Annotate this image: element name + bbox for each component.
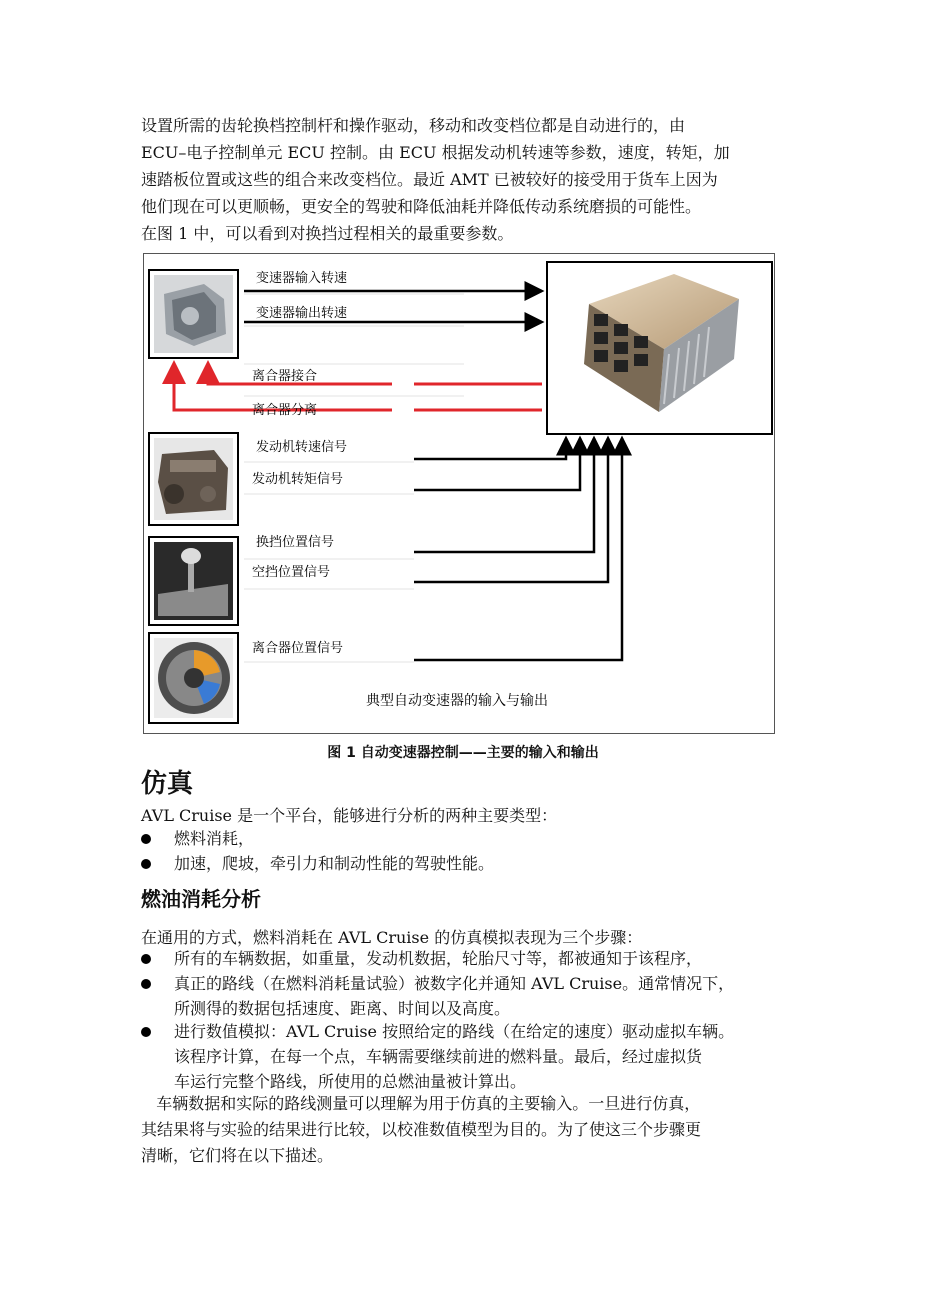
list-item [141,826,801,851]
section-heading-simulation: 仿真 [141,769,194,799]
label-engine-torque: 发动机转矩信号 [252,472,344,487]
list-item [141,971,801,1021]
label-clutch-engage: 离合器接合 [252,369,318,384]
list-item-text: 真正的路线（在燃料消耗量试验）被数字化并通知 AVL Cruise。通常情况下， 所测得的数据包括速度、距离、时间以及高度。 [174,974,735,1018]
bullet-icon [141,954,151,964]
sim-intro: AVL Cruise 是一个平台，能够进行分析的两种主要类型： [141,806,558,825]
list-item [141,946,801,971]
intro-line: 设置所需的齿轮换档控制杆和操作驱动，移动和改变档位都是自动进行的，由 [141,116,686,135]
fuel-intro: 在通用的方式，燃料消耗在 AVL Cruise 的仿真模拟表现为三个步骤： [141,928,643,947]
bullet-icon [141,859,151,869]
clutch-image [149,633,238,723]
closing-line: 清晰，它们将在以下描述。 [141,1146,334,1165]
list-item [141,1019,801,1094]
transmission-image [149,270,238,358]
label-engine-speed: 发动机转速信号 [256,440,348,455]
gear-lever-image [149,537,238,625]
figure-diagram [143,253,775,734]
closing-line: 车辆数据和实际的路线测量可以理解为用于仿真的主要输入。一旦进行仿真， [141,1094,701,1113]
figure-inner-title: 典型自动变速器的输入与输出 [366,693,548,709]
ecu-image [547,262,772,434]
label-clutch-disengage: 离合器分离 [252,403,318,418]
bullet-icon [141,1027,151,1037]
intro-line: ECU–电子控制单元 ECU 控制。由 ECU 根据发动机转速等参数，速度，转矩，加 [141,143,730,162]
label-shift-position: 换挡位置信号 [256,535,335,550]
list-item [141,851,801,876]
label-clutch-position: 离合器位置信号 [252,641,344,656]
bullet-icon [141,979,151,989]
bullet-icon [141,834,151,844]
engine-image [149,433,238,525]
intro-paragraph [141,112,791,247]
label-neutral-position: 空挡位置信号 [252,565,331,580]
intro-line: 在图 1 中，可以看到对换挡过程相关的最重要参数。 [141,224,514,243]
closing-line: 其结果将与实验的结果进行比较，以校准数值模型为目的。为了使这三个步骤更 [141,1120,702,1139]
section-heading-fuel: 燃油消耗分析 [141,887,261,911]
label-output-speed: 变速器输出转速 [256,306,348,321]
list-item-text: 燃料消耗， [174,829,255,848]
intro-line: 他们现在可以更顺畅，更安全的驾驶和降低油耗并降低传动系统磨损的可能性。 [141,197,702,216]
intro-line: 速踏板位置或这些的组合来改变档位。最近 AMT 已被较好的接受用于货车上因为 [141,170,718,189]
closing-paragraph [141,1091,791,1169]
figure-caption: 图 1 自动变速器控制——主要的输入和输出 [327,745,599,761]
list-item-text: 进行数值模拟：AVL Cruise 按照给定的路线（在给定的速度）驱动虚拟车辆。 该程序计算，在每一个点，车辆需要继续前进的燃料量。最后，经过虚拟货 车运行完整个路线，所使用的总燃油量被计算出。 [174,1022,735,1091]
list-item-text: 加速，爬坡，牵引力和制动性能的驾驶性能。 [174,854,495,873]
list-item-text: 所有的车辆数据，如重量，发动机数据，轮胎尺寸等，都被通知于该程序， [174,949,703,968]
label-input-speed: 变速器输入转速 [256,271,348,286]
